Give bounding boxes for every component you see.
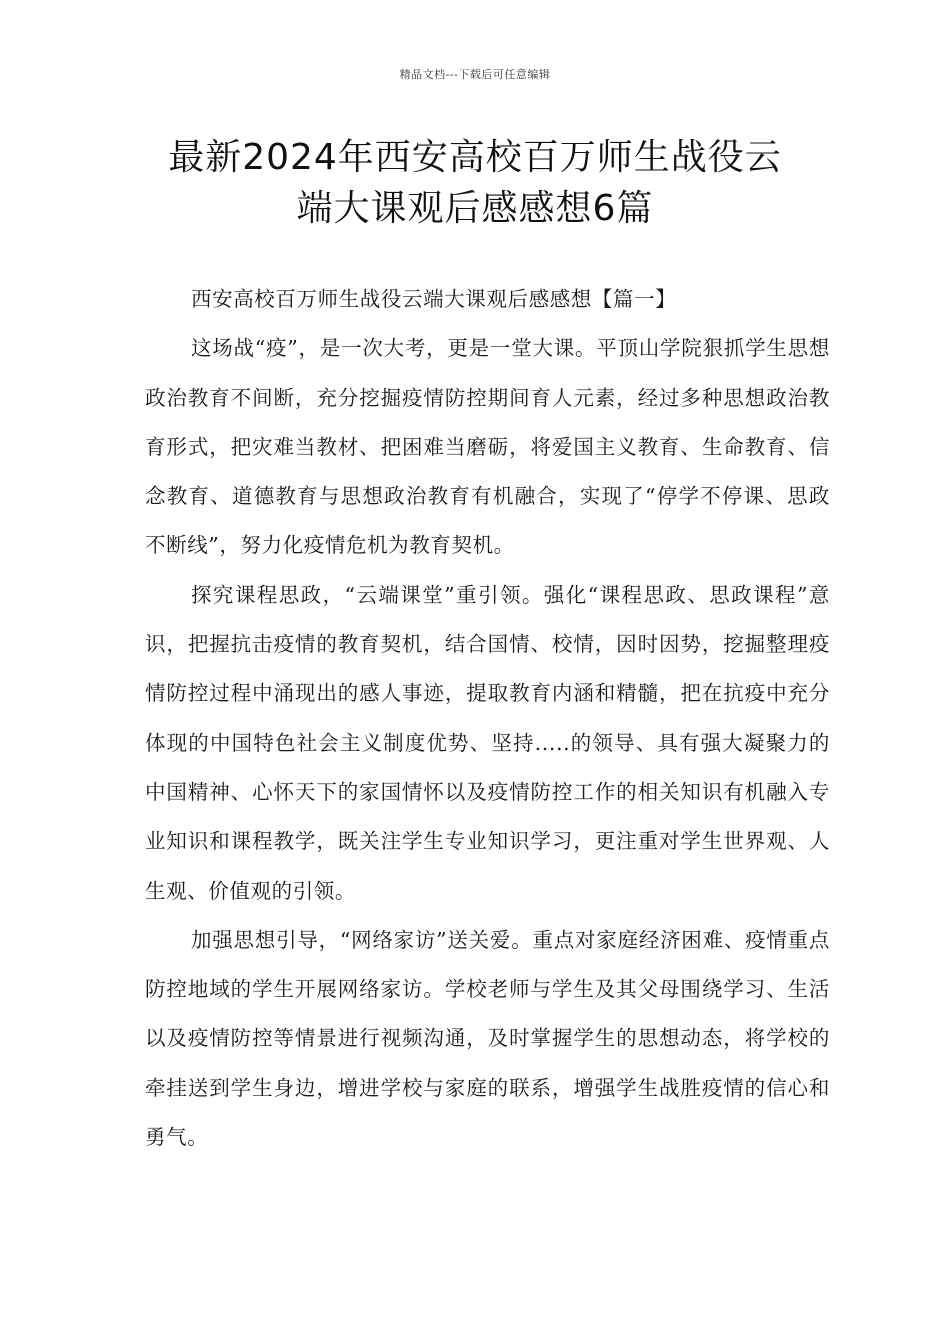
document-body: [145, 275, 830, 1162]
section-heading: 西安高校百万师生战役云端大课观后感感想【篇一】: [191, 287, 677, 311]
document-title: [120, 132, 830, 234]
title-line-2: 端大课观后感感想6篇: [296, 188, 654, 229]
paragraph: 探究课程思政，“云端课堂”重引领。强化“课程思政、思政课程”意识，把握抗击疫情的教育契机，结合国情、校情，因时因势，挖掘整理疫情防控过程中涌现出的感人事迹，提取教育内涵和精髓，把在抗疫中充分体现的中国特色社会主义制度优势、坚持.....的领导、具有强大凝聚力的中国精神、心怀天下的家国情怀以及疫情防控工作的相关知识有机融入专业知识和课程教学，既关注学生专业知识学习，更注重对学生世界观、人生观、价值观的引领。: [145, 582, 830, 903]
paragraph: 这场战“疫”，是一次大考，更是一堂大课。平顶山学院狠抓学生思想政治教育不间断，充分挖掘疫情防控期间育人元素，经过多种思想政治教育形式，把灾难当教材、把困难当磨砺，将爱国主义教育、生命教育、信念教育、道德教育与思想政治教育有机融合，实现了“停学不停课、思政不断线”，努力化疫情危机为教育契机。: [145, 336, 830, 558]
title-line-1: 最新2024年西安高校百万师生战役云: [168, 137, 782, 178]
header-note: 精品文档---下载后可任意编辑: [399, 68, 551, 81]
paragraph: 加强思想引导，“网络家访”送关爱。重点对家庭经济困难、疫情重点防控地域的学生开展网络家访。学校老师与学生及其父母围绕学习、生活以及疫情防控等情景进行视频沟通，及时掌握学生的思想动态，将学校的牵挂送到学生身边，增进学校与家庭的联系，增强学生战胜疫情的信心和勇气。: [145, 927, 830, 1150]
